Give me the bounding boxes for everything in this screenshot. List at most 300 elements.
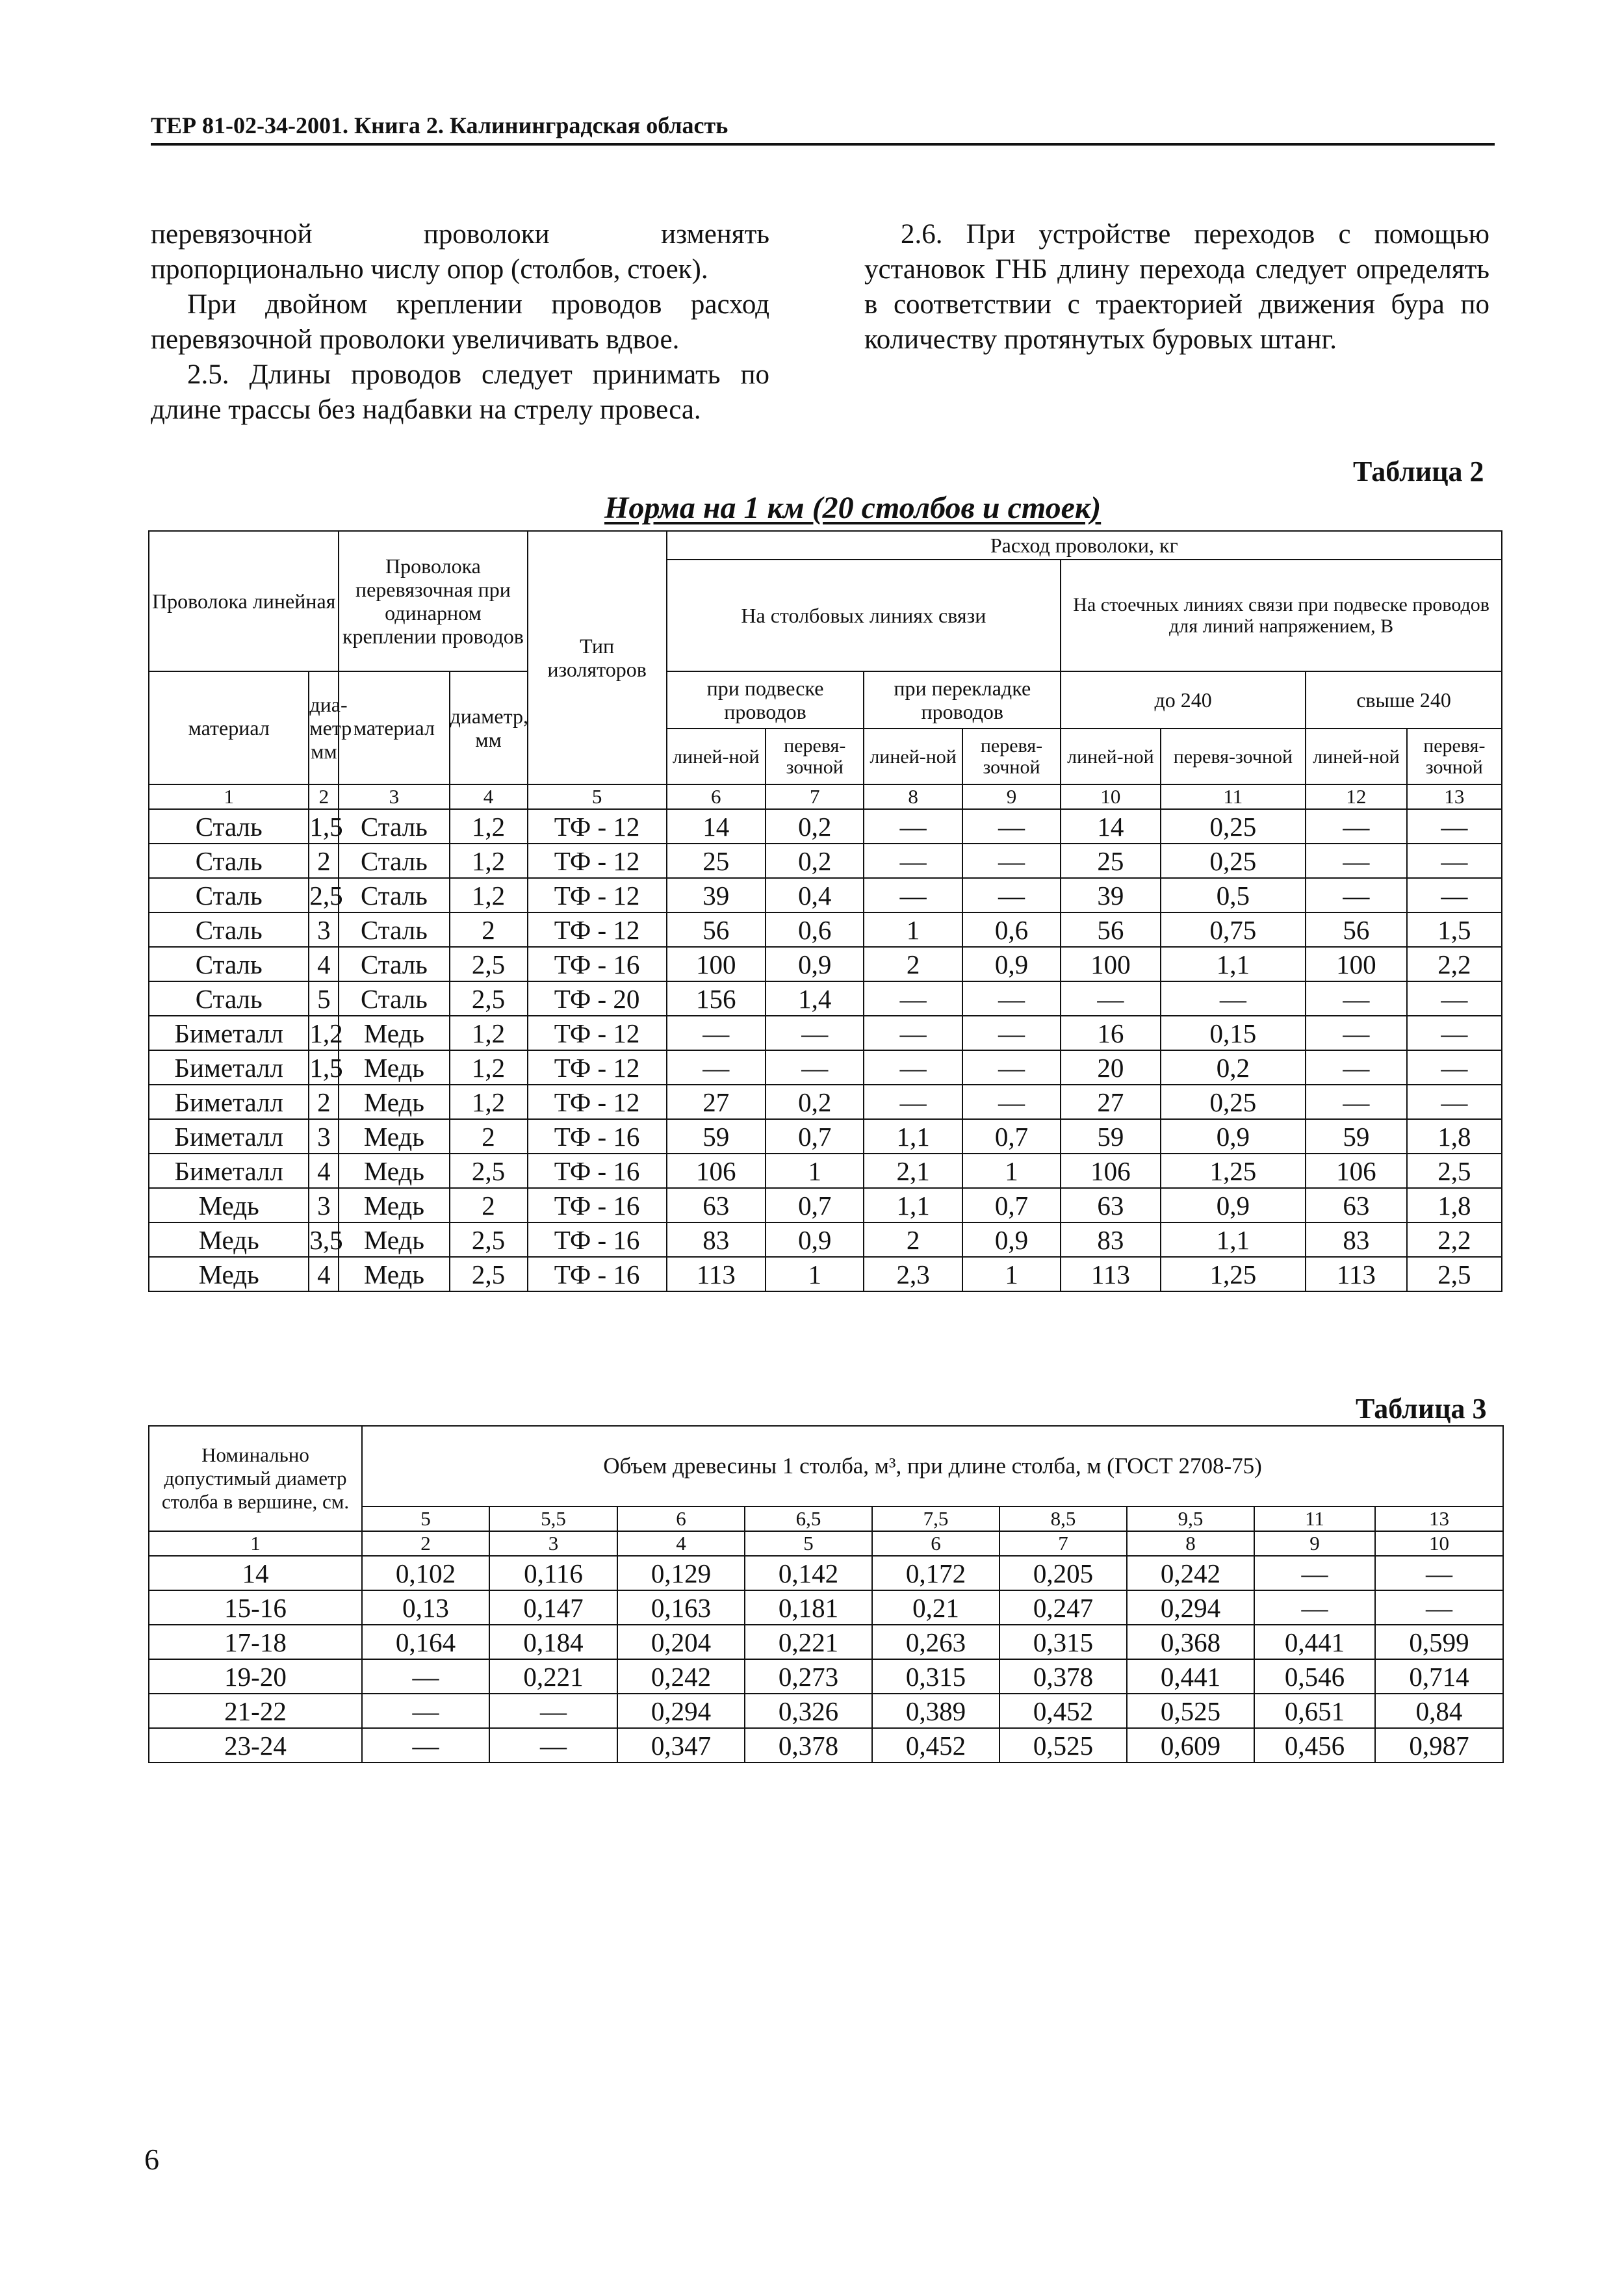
table-cell: Биметалл (149, 1085, 309, 1119)
column-number: 3 (489, 1531, 617, 1556)
table-cell: ТФ - 12 (528, 844, 667, 878)
table-cell: 113 (667, 1257, 766, 1291)
table-cell: 1,2 (450, 878, 528, 912)
table-cell: 0,2 (1161, 1050, 1306, 1085)
table-cell: 0,15 (1161, 1016, 1306, 1050)
table-cell: 2,2 (1407, 1222, 1502, 1257)
left-text-column (151, 217, 769, 428)
table2-title: Норма на 1 км (20 столбов и стоек) (604, 491, 1102, 525)
table-cell: — (1306, 981, 1407, 1016)
pole-length: 5 (362, 1506, 489, 1531)
table-cell: — (962, 878, 1061, 912)
table-cell: 27 (667, 1085, 766, 1119)
table-cell: — (766, 1016, 864, 1050)
header-diameter: диаметр, мм (450, 671, 528, 784)
table-cell: 56 (1061, 912, 1160, 947)
header-wire-consumption: Расход проволоки, кг (667, 531, 1502, 560)
table-cell: 63 (1061, 1188, 1160, 1222)
table-row (149, 1625, 1503, 1659)
table-cell: 25 (1061, 844, 1160, 878)
table-cell: 2 (864, 947, 962, 981)
table-cell: 19-20 (149, 1659, 362, 1694)
paragraph: 2.5. Длины проводов следует принимать по длине трассы без надбавки на стрелу провеса. (151, 359, 769, 425)
table-cell: 56 (667, 912, 766, 947)
table-cell: 0,7 (766, 1188, 864, 1222)
table-cell: ТФ - 16 (528, 947, 667, 981)
table-cell: Биметалл (149, 1016, 309, 1050)
table-cell: 1 (864, 912, 962, 947)
table-cell: 2,3 (864, 1257, 962, 1291)
table-cell: 0,102 (362, 1556, 489, 1590)
table-cell: Сталь (339, 878, 449, 912)
table-row (149, 1590, 1503, 1625)
table-cell: 14 (149, 1556, 362, 1590)
table-cell: 0,164 (362, 1625, 489, 1659)
pole-length: 6,5 (745, 1506, 872, 1531)
table2-caption: Таблица 2 (1353, 456, 1484, 487)
table-cell: ТФ - 20 (528, 981, 667, 1016)
table-cell: 106 (1061, 1154, 1160, 1188)
table-row (149, 1016, 1502, 1050)
table-cell: 0,9 (766, 947, 864, 981)
table-cell: ТФ - 12 (528, 809, 667, 844)
table-cell: — (864, 981, 962, 1016)
table-cell: 4 (309, 1154, 339, 1188)
table-cell: 83 (667, 1222, 766, 1257)
table-cell: — (962, 809, 1061, 844)
table-cell: 2,5 (1407, 1154, 1502, 1188)
column-number: 3 (339, 784, 449, 809)
page-header: ТЕР 81-02-34-2001. Книга 2. Калининградская область (151, 112, 1495, 146)
table-cell: 2,1 (864, 1154, 962, 1188)
table-cell: 1,2 (309, 1016, 339, 1050)
table-cell: 14 (1061, 809, 1160, 844)
table-cell: 0,4 (766, 878, 864, 912)
column-number: 9 (962, 784, 1061, 809)
table-cell: 3 (309, 912, 339, 947)
table-cell: — (864, 844, 962, 878)
table-cell: 0,326 (745, 1694, 872, 1728)
table-cell: Сталь (149, 912, 309, 947)
table-cell: 39 (1061, 878, 1160, 912)
header-tie: перевя-зочной (766, 729, 864, 784)
table-cell: 4 (309, 1257, 339, 1291)
table-cell: 0,163 (617, 1590, 745, 1625)
table-cell: 1 (766, 1154, 864, 1188)
table-cell: Медь (339, 1016, 449, 1050)
table-cell: ТФ - 12 (528, 1016, 667, 1050)
pole-length: 11 (1254, 1506, 1375, 1531)
table-cell: 1,2 (450, 1050, 528, 1085)
table-cell: 0,242 (1127, 1556, 1254, 1590)
table-cell: 63 (667, 1188, 766, 1222)
table-row (149, 878, 1502, 912)
table-cell: 0,204 (617, 1625, 745, 1659)
column-number-row (149, 1531, 1503, 1556)
table-cell: 113 (1306, 1257, 1407, 1291)
table-cell: Сталь (149, 844, 309, 878)
table-cell: 15-16 (149, 1590, 362, 1625)
table-cell: 59 (1306, 1119, 1407, 1154)
table-row (149, 1085, 1502, 1119)
table-cell: ТФ - 16 (528, 1154, 667, 1188)
pole-length: 13 (1375, 1506, 1503, 1531)
table-cell: 0,7 (962, 1188, 1061, 1222)
table-cell: Биметалл (149, 1119, 309, 1154)
table-cell: 1,2 (450, 844, 528, 878)
table-cell: 2 (450, 1119, 528, 1154)
table-cell: 0,294 (617, 1694, 745, 1728)
table-cell: 0,142 (745, 1556, 872, 1590)
table-cell: 2 (309, 844, 339, 878)
table-cell: — (864, 1085, 962, 1119)
table-cell: ТФ - 12 (528, 1050, 667, 1085)
table-cell: — (962, 1050, 1061, 1085)
column-number: 8 (864, 784, 962, 809)
table-cell: 0,599 (1375, 1625, 1503, 1659)
header-pole-diameter: Номинально допустимый диаметр столба в вершине, см. (149, 1426, 362, 1531)
table-cell: Медь (339, 1257, 449, 1291)
table-cell: 0,84 (1375, 1694, 1503, 1728)
column-number: 10 (1061, 784, 1160, 809)
header-upto-240: до 240 (1061, 671, 1306, 729)
table-cell: 0,129 (617, 1556, 745, 1590)
table-cell: 2,5 (450, 947, 528, 981)
table-cell: 1,8 (1407, 1119, 1502, 1154)
table-cell: Сталь (339, 809, 449, 844)
table-row (149, 809, 1502, 844)
table-cell: 0,525 (1127, 1694, 1254, 1728)
header-pole-lines: На столбовых линиях связи (667, 560, 1061, 671)
table-cell: 1,5 (309, 1050, 339, 1085)
column-number: 6 (667, 784, 766, 809)
table-cell: 2 (450, 1188, 528, 1222)
page-number: 6 (144, 2143, 159, 2176)
table-cell: 2,5 (450, 1257, 528, 1291)
table-cell: — (962, 1085, 1061, 1119)
table-cell: ТФ - 12 (528, 912, 667, 947)
table-cell: 1 (962, 1257, 1061, 1291)
table-cell: — (667, 1050, 766, 1085)
table-cell: — (1306, 1085, 1407, 1119)
table-cell: — (1407, 1016, 1502, 1050)
table2-body (149, 784, 1502, 1291)
header-linear: линей-ной (1061, 729, 1160, 784)
table3-caption: Таблица 3 (1356, 1393, 1487, 1425)
table-cell: — (1407, 809, 1502, 844)
table-cell: 0,221 (489, 1659, 617, 1694)
column-number: 13 (1407, 784, 1502, 809)
table-cell: 2 (309, 1085, 339, 1119)
header-linear: линей-ной (864, 729, 962, 784)
header-over-240: свыше 240 (1306, 671, 1502, 729)
table-cell: 56 (1306, 912, 1407, 947)
table-cell: 1 (766, 1257, 864, 1291)
table-row (149, 947, 1502, 981)
header-wood-volume: Объем древесины 1 столба, м³, при длине столба, м (ГОСТ 2708-75) (362, 1426, 1503, 1506)
table-cell: 27 (1061, 1085, 1160, 1119)
table-cell: 63 (1306, 1188, 1407, 1222)
header-relaying: при перекладке проводов (864, 671, 1061, 729)
table-cell: 0,452 (872, 1728, 999, 1763)
table-cell: 0,315 (999, 1625, 1127, 1659)
table-cell: ТФ - 12 (528, 1085, 667, 1119)
header-linear-wire: Проволока линейная (149, 531, 339, 671)
table-cell: — (1407, 844, 1502, 878)
table-cell: 0,9 (962, 1222, 1061, 1257)
table-cell: Медь (339, 1119, 449, 1154)
table-cell: 0,651 (1254, 1694, 1375, 1728)
table-cell: 100 (1306, 947, 1407, 981)
table-cell: 0,714 (1375, 1659, 1503, 1694)
table-cell: Сталь (149, 981, 309, 1016)
table-cell: 2 (450, 912, 528, 947)
table-cell: — (1407, 878, 1502, 912)
column-number: 7 (999, 1531, 1127, 1556)
table-cell: 0,9 (1161, 1119, 1306, 1154)
table-cell: 1,25 (1161, 1257, 1306, 1291)
table-cell: 1,2 (450, 1085, 528, 1119)
table-cell: — (1407, 1085, 1502, 1119)
table-cell: 0,6 (766, 912, 864, 947)
column-number: 1 (149, 1531, 362, 1556)
table-cell: 0,2 (766, 844, 864, 878)
table-cell: — (1306, 878, 1407, 912)
table-cell: 0,9 (962, 947, 1061, 981)
table-cell: — (489, 1728, 617, 1763)
table-cell: Сталь (149, 947, 309, 981)
table-row (149, 1222, 1502, 1257)
table-cell: 100 (667, 947, 766, 981)
table-cell: 39 (667, 878, 766, 912)
table-cell: 25 (667, 844, 766, 878)
table-cell: 0,294 (1127, 1590, 1254, 1625)
table-row (149, 1050, 1502, 1085)
table-cell: 1,1 (1161, 1222, 1306, 1257)
table-row (149, 1154, 1502, 1188)
column-number: 5 (745, 1531, 872, 1556)
pole-length: 6 (617, 1506, 745, 1531)
pole-volume-table (148, 1425, 1504, 1763)
table-cell: 5 (309, 981, 339, 1016)
table-cell: 16 (1061, 1016, 1160, 1050)
table-cell: 20 (1061, 1050, 1160, 1085)
table-cell: 0,116 (489, 1556, 617, 1590)
table-cell: 23-24 (149, 1728, 362, 1763)
table-cell: — (1254, 1590, 1375, 1625)
column-number-row (149, 784, 1502, 809)
table-cell: Сталь (339, 981, 449, 1016)
table-cell: 0,378 (999, 1659, 1127, 1694)
table-cell: Медь (339, 1085, 449, 1119)
header-rack-lines: На стоечных линиях связи при подвеске проводов для линий напряжением, В (1061, 560, 1502, 671)
table-cell: 3,5 (309, 1222, 339, 1257)
table-cell: — (1306, 1016, 1407, 1050)
table-cell: 1,5 (309, 809, 339, 844)
table-cell: Биметалл (149, 1154, 309, 1188)
table-cell: 0,452 (999, 1694, 1127, 1728)
table-cell: 2,5 (309, 878, 339, 912)
table-cell: 0,441 (1127, 1659, 1254, 1694)
table-cell: 83 (1061, 1222, 1160, 1257)
table-cell: 0,181 (745, 1590, 872, 1625)
table-cell: 1,1 (864, 1119, 962, 1154)
table-cell: 0,525 (999, 1728, 1127, 1763)
table-cell: — (1254, 1556, 1375, 1590)
table-cell: 0,546 (1254, 1659, 1375, 1694)
table-cell: 59 (1061, 1119, 1160, 1154)
table-cell: 83 (1306, 1222, 1407, 1257)
table-cell: 3 (309, 1119, 339, 1154)
table-cell: — (1306, 809, 1407, 844)
table-cell: 4 (309, 947, 339, 981)
column-number: 5 (528, 784, 667, 809)
table-cell: 0,25 (1161, 809, 1306, 844)
table-cell: 2,5 (450, 1154, 528, 1188)
table-cell: — (1061, 981, 1160, 1016)
column-number: 2 (309, 784, 339, 809)
table-cell: ТФ - 12 (528, 878, 667, 912)
table-cell: 0,7 (766, 1119, 864, 1154)
table-cell: Медь (339, 1050, 449, 1085)
table-cell: — (667, 1016, 766, 1050)
table-cell: 106 (1306, 1154, 1407, 1188)
table-cell: Сталь (149, 878, 309, 912)
table-cell: 17-18 (149, 1625, 362, 1659)
column-number: 4 (617, 1531, 745, 1556)
column-number: 6 (872, 1531, 999, 1556)
table-cell: 0,2 (766, 809, 864, 844)
table-cell: 1 (962, 1154, 1061, 1188)
table-cell: 0,13 (362, 1590, 489, 1625)
table-cell: 59 (667, 1119, 766, 1154)
table-cell: 1,2 (450, 1016, 528, 1050)
table-cell: 0,389 (872, 1694, 999, 1728)
table-cell: — (766, 1050, 864, 1085)
table-cell: 0,5 (1161, 878, 1306, 912)
table-cell: 0,205 (999, 1556, 1127, 1590)
pole-length: 7,5 (872, 1506, 999, 1531)
table-row (149, 912, 1502, 947)
table-cell: — (1306, 844, 1407, 878)
column-number: 12 (1306, 784, 1407, 809)
header-linear: линей-ной (1306, 729, 1407, 784)
header-material: материал (149, 671, 309, 784)
table-row (149, 1728, 1503, 1763)
table-cell: — (962, 981, 1061, 1016)
table-cell: — (1375, 1590, 1503, 1625)
table-cell: 0,9 (1161, 1188, 1306, 1222)
table-cell: — (362, 1659, 489, 1694)
column-number: 2 (362, 1531, 489, 1556)
table-cell: ТФ - 16 (528, 1188, 667, 1222)
table-cell: 2,5 (450, 981, 528, 1016)
paragraph: При двойном креплении проводов расход перевязочной проволоки увеличивать вдвое. (151, 289, 769, 355)
table-cell: — (362, 1728, 489, 1763)
column-number: 4 (450, 784, 528, 809)
table-cell: 1,8 (1407, 1188, 1502, 1222)
pole-length: 5,5 (489, 1506, 617, 1531)
table-cell: 0,21 (872, 1590, 999, 1625)
table-cell: 0,456 (1254, 1728, 1375, 1763)
table-cell: ТФ - 16 (528, 1119, 667, 1154)
table-cell: 0,368 (1127, 1625, 1254, 1659)
table-cell: 3 (309, 1188, 339, 1222)
column-number: 8 (1127, 1531, 1254, 1556)
header-linear: линей-ной (667, 729, 766, 784)
table-row (149, 1119, 1502, 1154)
table-cell: ТФ - 16 (528, 1257, 667, 1291)
table-cell: 0,247 (999, 1590, 1127, 1625)
table-cell: 0,378 (745, 1728, 872, 1763)
table-cell: 0,75 (1161, 912, 1306, 947)
table-row (149, 1188, 1502, 1222)
header-tie: перевя-зочной (1407, 729, 1502, 784)
table-cell: 2 (864, 1222, 962, 1257)
header-tie-wire: Проволока перевязочная при одинарном креплении проводов (339, 531, 527, 671)
paragraph: 2.6. При устройстве переходов с помощью установок ГНБ длину перехода следует определять в соответствии с траекторией движения бура по количеству протянутых буровых штанг. (864, 219, 1489, 355)
table-cell: — (489, 1694, 617, 1728)
table-cell: 106 (667, 1154, 766, 1188)
table-cell: 0,25 (1161, 844, 1306, 878)
table-cell: — (1306, 1050, 1407, 1085)
table-cell: Медь (149, 1222, 309, 1257)
table-cell: ТФ - 16 (528, 1222, 667, 1257)
table-row (149, 1694, 1503, 1728)
table-cell: — (1407, 981, 1502, 1016)
table-cell: — (864, 809, 962, 844)
table-cell: 0,315 (872, 1659, 999, 1694)
table-cell: 0,184 (489, 1625, 617, 1659)
table-cell: 0,347 (617, 1728, 745, 1763)
table-cell: 0,172 (872, 1556, 999, 1590)
table-cell: Медь (339, 1154, 449, 1188)
table-row (149, 981, 1502, 1016)
table-row (149, 1556, 1503, 1590)
table-cell: 156 (667, 981, 766, 1016)
table-cell: — (962, 1016, 1061, 1050)
table-cell: 1,1 (1161, 947, 1306, 981)
table-row (149, 1659, 1503, 1694)
table-cell: Сталь (149, 809, 309, 844)
table-cell: 2,5 (450, 1222, 528, 1257)
header-insulator-type: Тип изоляторов (528, 531, 667, 784)
column-number: 7 (766, 784, 864, 809)
table-cell: 0,273 (745, 1659, 872, 1694)
wire-consumption-table (148, 530, 1502, 1292)
table-cell: 2,2 (1407, 947, 1502, 981)
table-cell: 0,987 (1375, 1728, 1503, 1763)
table-cell: — (962, 844, 1061, 878)
table-cell: 1,2 (450, 809, 528, 844)
table-cell: — (1375, 1556, 1503, 1590)
column-number: 10 (1375, 1531, 1503, 1556)
table-cell: 0,2 (766, 1085, 864, 1119)
table-cell: — (362, 1694, 489, 1728)
table-cell: 0,263 (872, 1625, 999, 1659)
paragraph: перевязочной проволоки изменять пропорционально числу опор (столбов, стоек). (151, 219, 769, 285)
table-cell: — (864, 1050, 962, 1085)
table-cell: 1,5 (1407, 912, 1502, 947)
table-cell: Биметалл (149, 1050, 309, 1085)
column-number: 1 (149, 784, 309, 809)
table-row (149, 1257, 1502, 1291)
table-cell: 2,5 (1407, 1257, 1502, 1291)
header-diameter: диа-метр мм (309, 671, 339, 784)
table-cell: 21-22 (149, 1694, 362, 1728)
header-tie: перевя-зочной (962, 729, 1061, 784)
table-cell: 0,441 (1254, 1625, 1375, 1659)
